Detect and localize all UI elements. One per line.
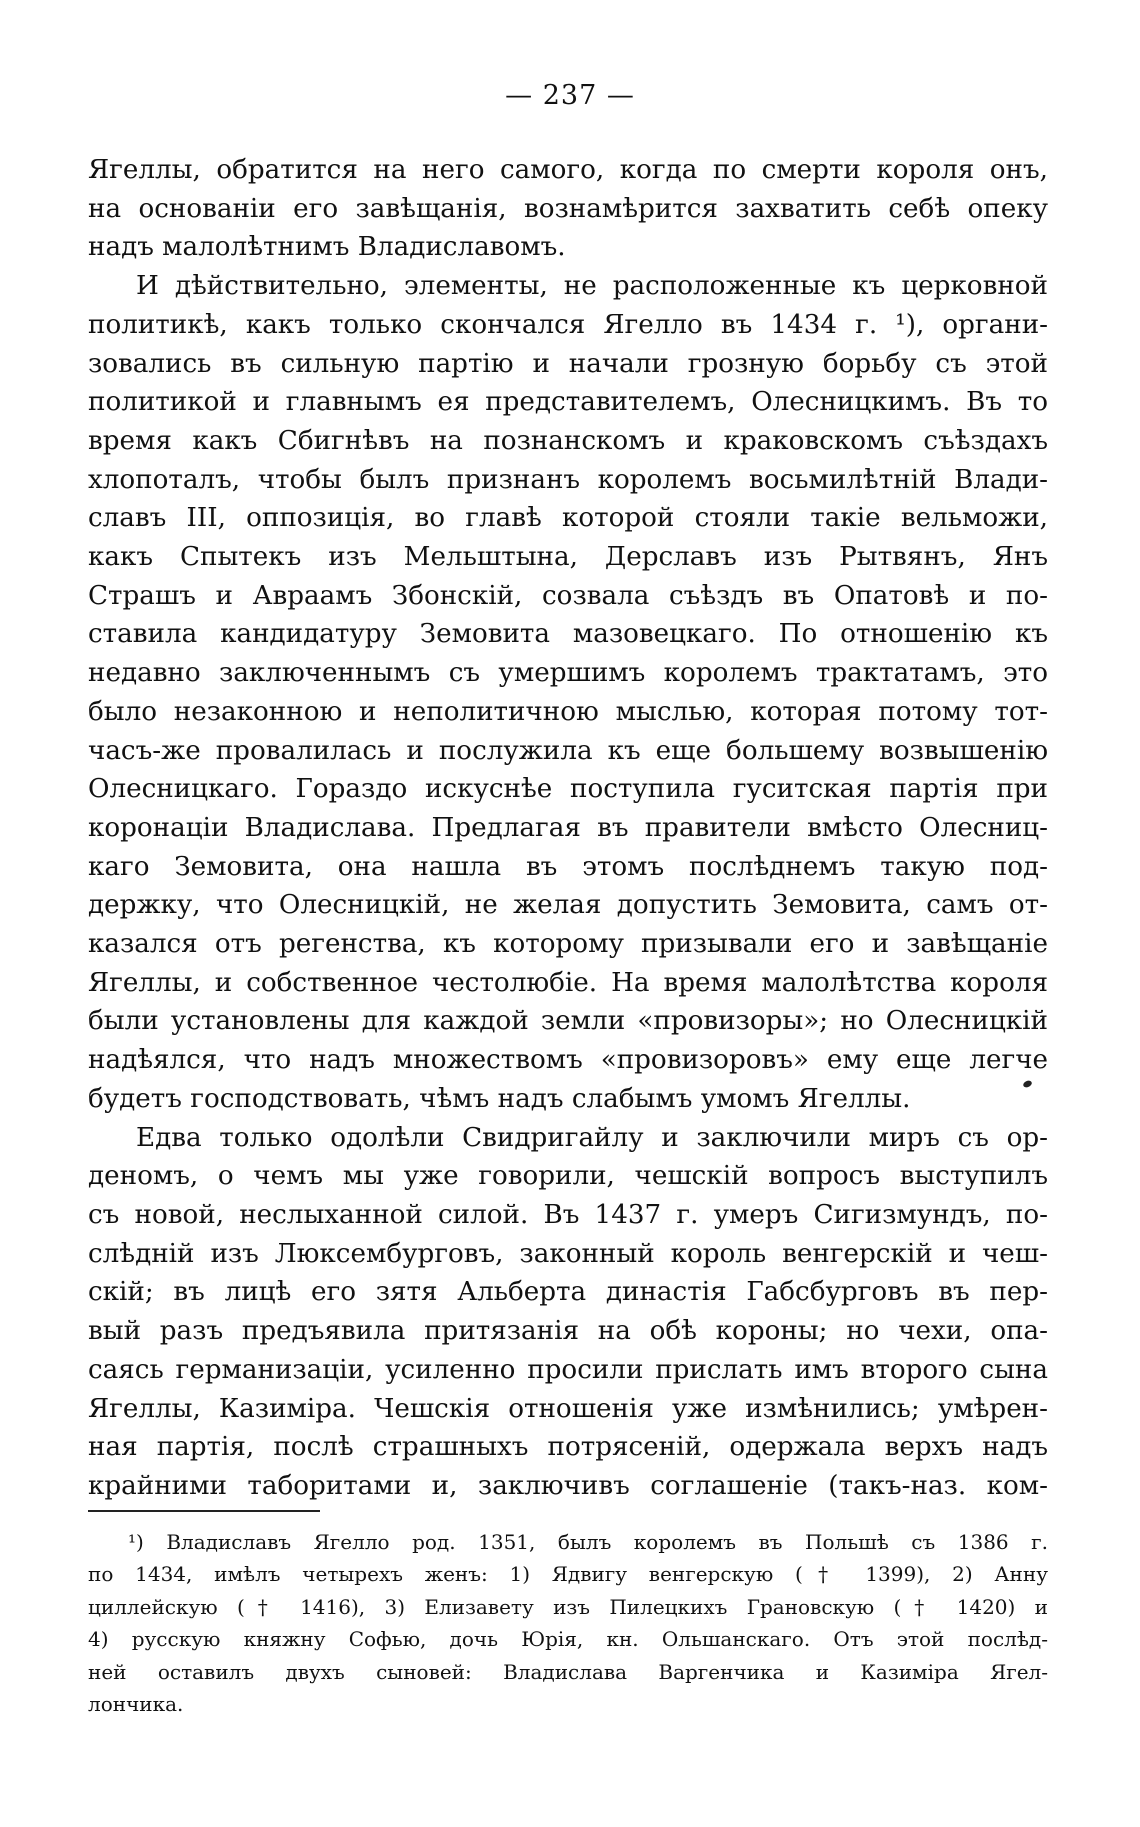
footnote-line: ¹) Владиславъ Ягелло род. 1351, былъ королемъ въ Польшѣ съ 1386 г. — [128, 1530, 1048, 1554]
text-line: съ новой, неслыханной силой. Въ 1437 г. умеръ Сигизмундъ, по- — [88, 1199, 1048, 1230]
text-line: деномъ, о чемъ мы уже говорили, чешскій вопросъ выступилъ — [88, 1161, 1048, 1192]
text-line: Олесницкаго. Гораздо искуснѣе поступила гуситская партія при — [88, 774, 1048, 805]
text-line: хлопоталъ, чтобы былъ признанъ королемъ восьмилѣтній Влади- — [88, 464, 1048, 495]
footnote-line: 4) русскую княжну Софью, дочь Юрія, кн. Ольшанскаго. Отъ этой послѣд- — [88, 1627, 1048, 1652]
text-line: коронаціи Владислава. Предлагая въ правители вмѣсто Олесниц- — [88, 812, 1048, 843]
text-line: какъ Спытекъ изъ Мельштына, Дерславъ изъ Рытвянъ, Янъ — [88, 542, 1048, 573]
text-line: недавно заключеннымъ съ умершимъ королемъ трактатамъ, это — [88, 658, 1048, 689]
text-line: ная партія, послѣ страшныхъ потрясеній, одержала верхъ надъ — [88, 1432, 1048, 1463]
text-line: будетъ господствовать, чѣмъ надъ слабымъ умомъ Ягеллы. — [88, 1083, 911, 1114]
text-line: на основаніи его завѣщанія, вознамѣрится захватить себѣ опеку — [88, 193, 1048, 224]
text-line: политикой и главнымъ ея представителемъ, Олесницкимъ. Въ то — [88, 387, 1048, 418]
text-line: скій; въ лицѣ его зятя Альберта династія Габсбурговъ въ пер- — [88, 1277, 1048, 1308]
text-line: время какъ Сбигнѣвъ на познанскомъ и краковскомъ съѣздахъ — [88, 425, 1048, 456]
text-line: политикѣ, какъ только скончался Ягелло въ 1434 г. ¹), органи- — [88, 309, 1048, 340]
text-line: крайними таборитами и, заключивъ соглашеніе (такъ-наз. ком- — [88, 1470, 1048, 1501]
text-line: Ягеллы, и собственное честолюбіе. На время малолѣтства короля — [88, 967, 1048, 998]
text-line: вый разъ предъявила притязанія на обѣ короны; но чехи, опа- — [88, 1316, 1048, 1347]
main-text — [88, 151, 1048, 1506]
page-number: — 237 — — [505, 80, 635, 111]
text-line: было незаконною и неполитичною мыслью, которая потому тот- — [88, 696, 1048, 727]
footnote-line: лончика. — [88, 1692, 184, 1717]
text-line: зовались въ сильную партію и начали грозную борьбу съ этой — [88, 348, 1048, 379]
footnote-line: по 1434, имѣлъ четырехъ женъ: 1) Ядвигу венгерскую († 1399), 2) Анну — [88, 1562, 1048, 1587]
text-line: слѣдній изъ Люксембурговъ, законный король венгерскій и чеш- — [88, 1238, 1048, 1269]
text-line: Едва только одолѣли Свидригайлу и заключили миръ съ ор- — [136, 1122, 1048, 1153]
footnote-line: ней оставилъ двухъ сыновей: Владислава Варгенчика и Казиміра Ягел- — [88, 1659, 1048, 1684]
text-line: казался отъ регенства, къ которому призывали его и завѣщаніе — [88, 929, 1048, 960]
text-line: надъ малолѣтнимъ Владиславомъ. — [88, 232, 566, 263]
footnote-line: циллейскую († 1416), 3) Елизавету изъ Пилецкихъ Грановскую († 1420) и — [88, 1594, 1048, 1619]
text-line: часъ-же провалилась и послужила къ еще большему возвышенію — [88, 735, 1048, 766]
footnotes — [88, 1526, 1048, 1720]
text-line: славъ III, оппозиція, во главѣ которой стояли такіе вельможи, — [88, 503, 1048, 534]
text-line: держку, что Олесницкій, не желая допустить Земовита, самъ от- — [88, 890, 1048, 921]
text-line: были установлены для каждой земли «провизоры»; но Олесницкій — [88, 1006, 1048, 1037]
footnote-divider — [88, 1510, 320, 1512]
text-line: Страшъ и Авраамъ Збонскій, созвала съѣздъ въ Опатовѣ и по- — [88, 580, 1048, 611]
text-line: каго Земовита, она нашла въ этомъ послѣднемъ такую под- — [88, 851, 1048, 882]
text-line: Ягеллы, Казиміра. Чешскія отношенія уже измѣнились; умѣрен- — [88, 1393, 1048, 1424]
text-line: Ягеллы, обратится на него самого, когда по смерти короля онъ, — [88, 155, 1048, 185]
text-line: ставила кандидатуру Земовита мазовецкаго. По отношенію къ — [88, 619, 1048, 650]
text-line: саясь германизаціи, усиленно просили прислать имъ второго сына — [88, 1354, 1048, 1385]
text-line: И дѣйствительно, элементы, не расположенные къ церковной — [136, 271, 1048, 302]
text-line: надѣялся, что надъ множествомъ «провизоровъ» ему еще легче — [88, 1045, 1048, 1076]
